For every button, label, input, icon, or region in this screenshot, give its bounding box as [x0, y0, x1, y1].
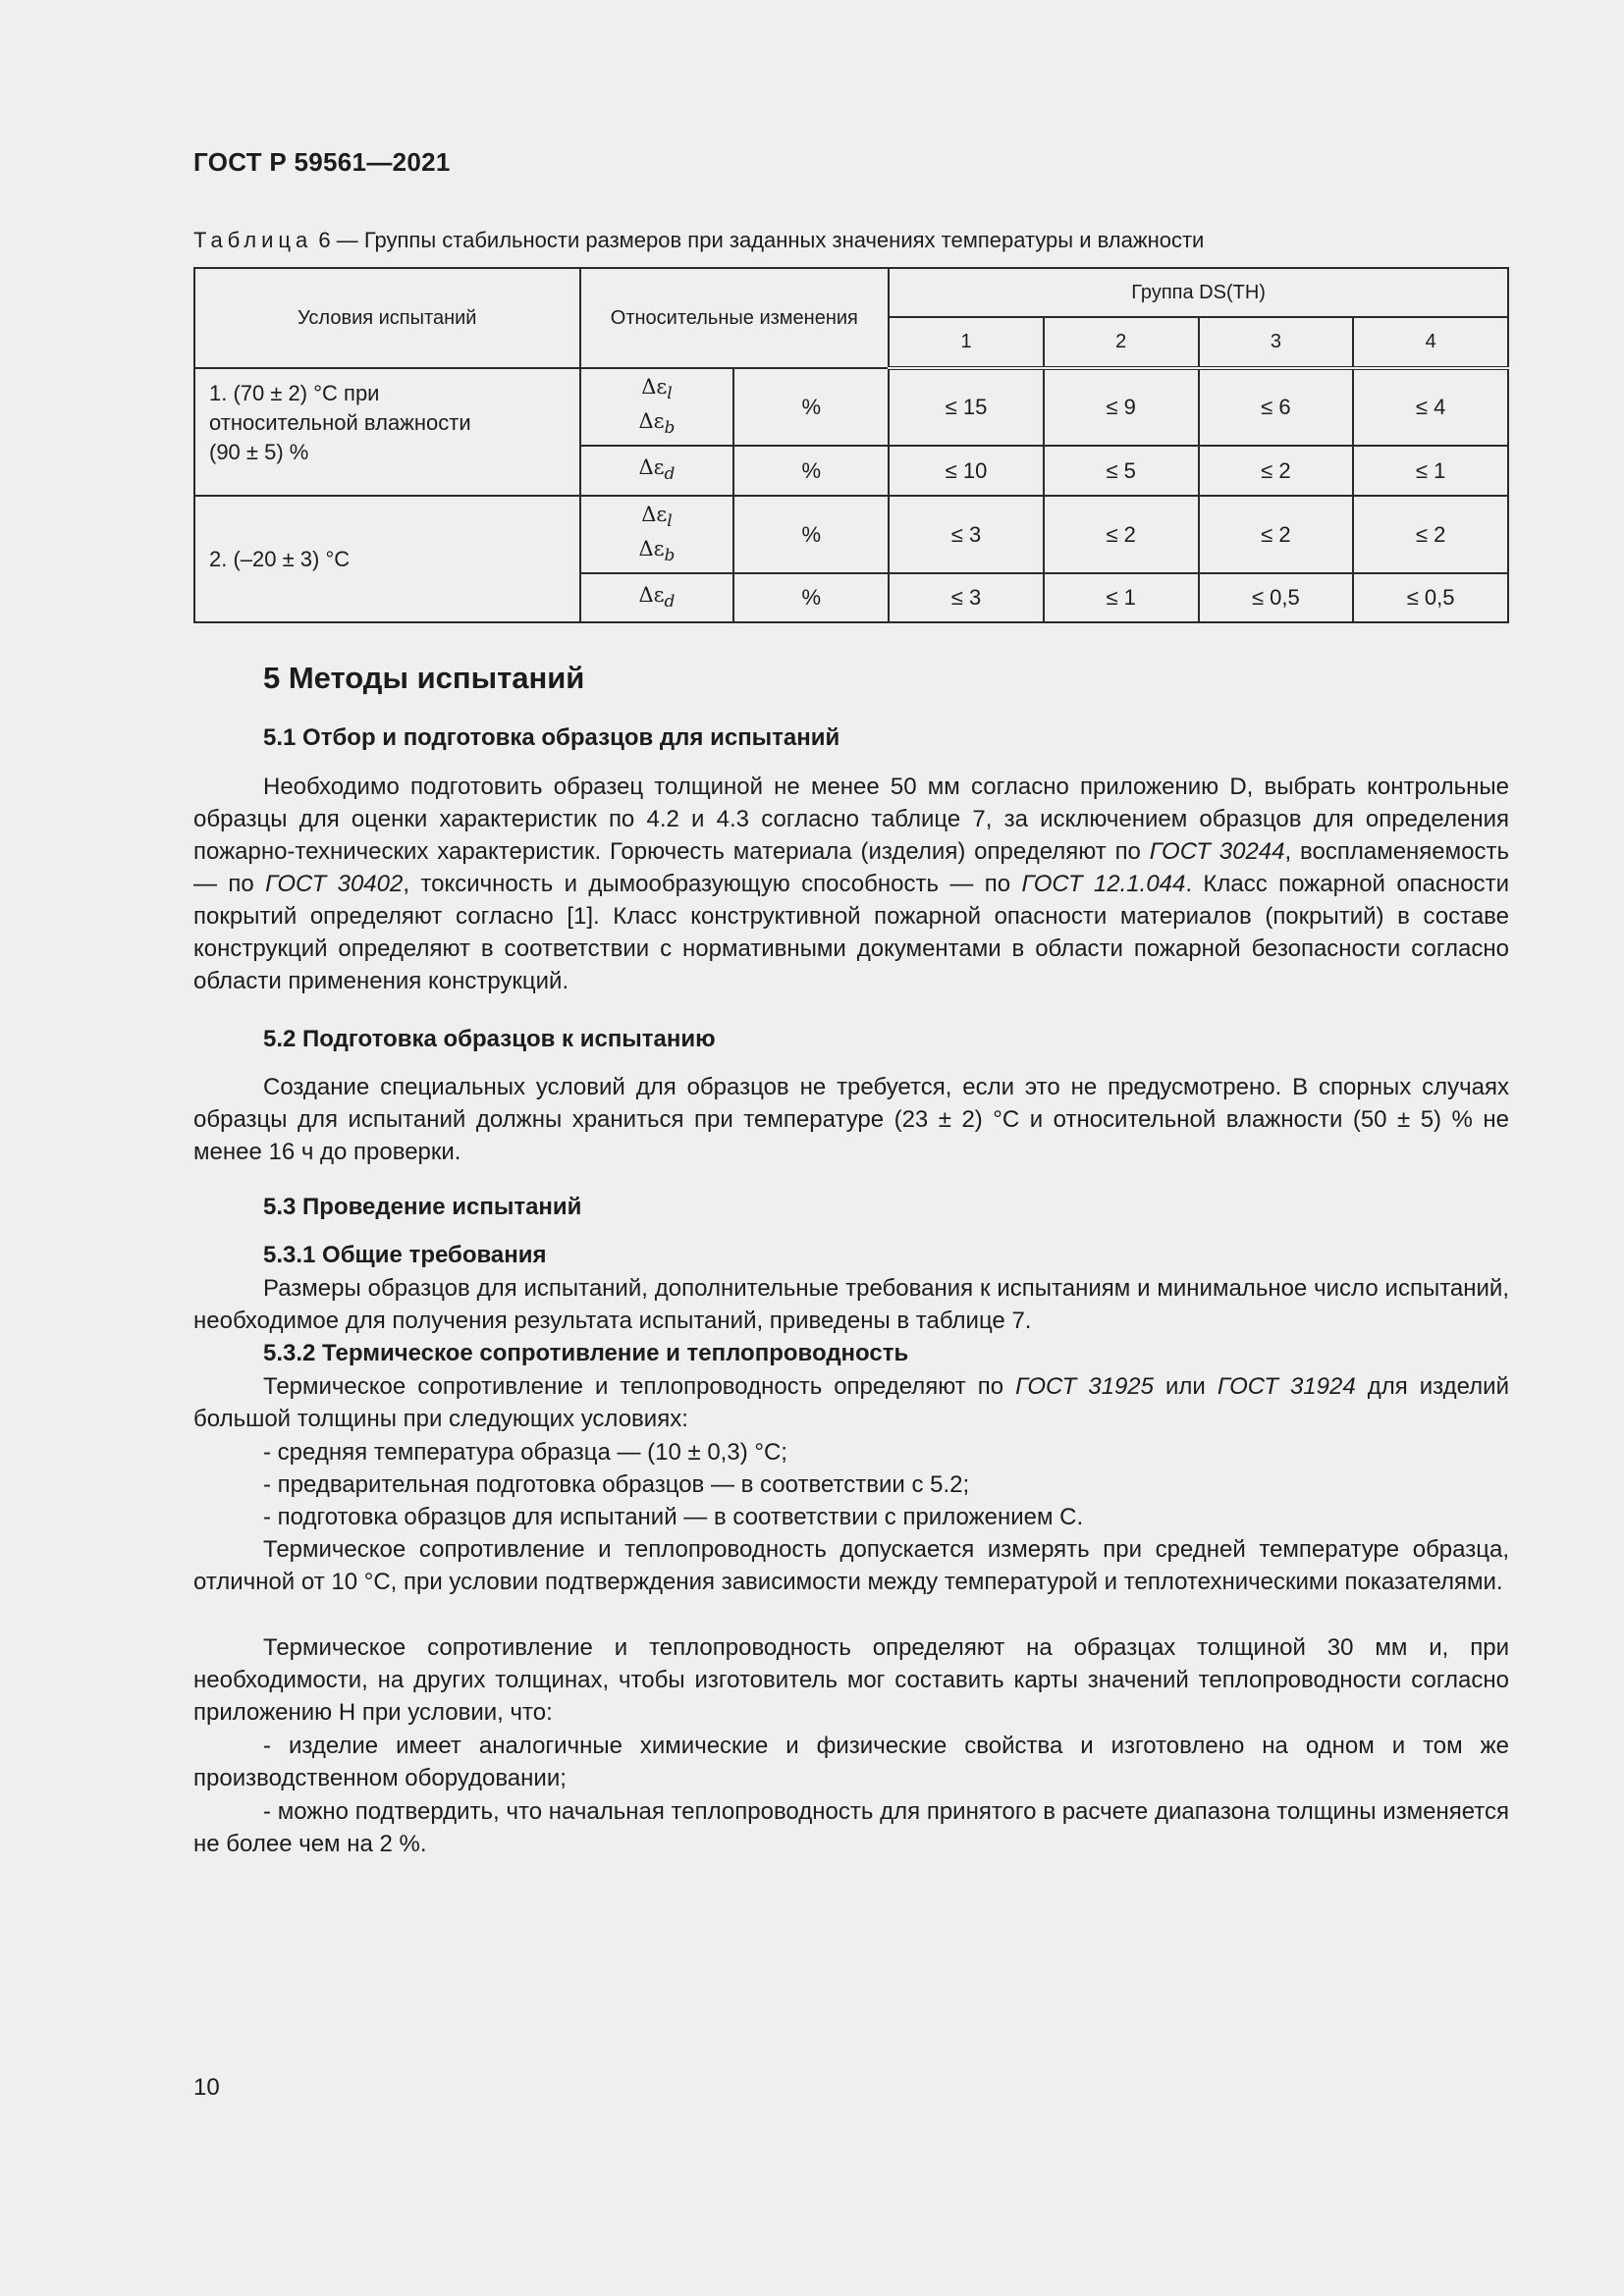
header-group-1: 1	[889, 317, 1044, 368]
condition-line: 2. (–20 ± 3) °С	[209, 546, 351, 571]
symbol-cell: $\Delta\varepsilon_d$	[580, 446, 734, 496]
reference-link: ГОСТ 30244	[1149, 838, 1285, 865]
table-caption-text: 6 — Группы стабильности размеров при заданных значениях температуры и влажности	[312, 228, 1205, 252]
value-cell: ≤ 3	[889, 496, 1044, 573]
header-group-3: 3	[1199, 317, 1354, 368]
symbol-cell: $\Delta\varepsilon_l$ $\Delta\varepsilon_b$	[580, 496, 734, 573]
paragraph-5-3-1: Размеры образцов для испытаний, дополнительные требования к испытаниям и минимальное число испытаний, необходимое для получения результата испытаний, приведены в таблице 7.	[193, 1275, 1509, 1334]
value-cell: ≤ 15	[889, 368, 1044, 446]
reference-link: ГОСТ 12.1.044	[1021, 871, 1186, 897]
list-item: - изделие имеет аналогичные химические и физические свойства и изготовлено на одном и том же производственном оборудовании;	[193, 1733, 1509, 1791]
value-cell: ≤ 3	[889, 573, 1044, 622]
dimension-stability-table	[193, 267, 1509, 623]
value-cell: ≤ 2	[1199, 446, 1354, 496]
condition-line: относительной влажности	[209, 410, 471, 435]
paragraph-5-1: Необходимо подготовить образец толщиной не менее 50 мм согласно приложению D, выбрать контрольные образцы для оценки характеристик по 4.2 и 4.3 согласно таблице 7, за исключением образцов для определения пожарно-технических характеристик. Горючесть материала (изделия) определяют по ГОСТ 30244, воспламеняемость — по ГОСТ 30402, токсичность и дымообразующую способность — по ГОСТ 12.1.044. Класс пожарной опасности покрытий определяют согласно [1]. Класс конструктивной пожарной опасности материалов (покрытий) в составе конструкций определяют в соответствии с нормативными документами в области пожарной безопасности согласно области применения конструкций.	[193, 774, 1510, 994]
value-cell: ≤ 6	[1199, 368, 1354, 446]
condition-line: 1. (70 ± 2) °С при	[209, 381, 380, 405]
value-cell: ≤ 4	[1353, 368, 1508, 446]
subsection-title-5-3-2: 5.3.2 Термическое сопротивление и теплопроводность	[263, 1340, 909, 1366]
unit-cell: %	[733, 573, 889, 622]
list-item: - можно подтвердить, что начальная теплопроводность для принятого в расчете диапазона толщины изменяется не более чем на 2 %.	[193, 1798, 1509, 1857]
header-conditions: Условия испытаний	[194, 268, 580, 368]
condition-line: (90 ± 5) %	[209, 440, 309, 464]
value-cell: ≤ 2	[1353, 496, 1508, 573]
paragraph-5-3-2-intro: Термическое сопротивление и теплопроводность определяют по ГОСТ 31925 или ГОСТ 31924 для изделий большой толщины при следующих условиях:	[193, 1373, 1509, 1432]
value-cell: ≤ 0,5	[1199, 573, 1354, 622]
subsection-title-5-2: 5.2 Подготовка образцов к испытанию	[263, 1026, 716, 1052]
value-cell: ≤ 1	[1044, 573, 1199, 622]
subsection-title-5-3-1: 5.3.1 Общие требования	[263, 1242, 547, 1268]
header-relative-changes: Относительные изменения	[580, 268, 890, 368]
header-group-ds-th: Группа DS(TH)	[889, 268, 1508, 317]
subsection-title-5-3: 5.3 Проведение испытаний	[263, 1194, 582, 1220]
subsection-title-5-1: 5.1 Отбор и подготовка образцов для испытаний	[263, 724, 840, 751]
document-header: ГОСТ Р 59561—2021	[193, 147, 451, 177]
value-cell: ≤ 10	[889, 446, 1044, 496]
table-row	[194, 368, 1508, 446]
value-cell: ≤ 2	[1199, 496, 1354, 573]
symbol-cell: $\Delta\varepsilon_l$ $\Delta\varepsilon_b$	[580, 368, 734, 446]
list-item: - средняя температура образца — (10 ± 0,3) °С;	[263, 1439, 787, 1466]
unit-cell: %	[733, 496, 889, 573]
unit-cell: %	[733, 368, 889, 446]
table-row	[194, 496, 1508, 573]
symbol-cell: $\Delta\varepsilon_d$	[580, 573, 734, 622]
list-item: - подготовка образцов для испытаний — в соответствии с приложением С.	[263, 1504, 1084, 1530]
table-caption	[193, 228, 1204, 253]
value-cell: ≤ 9	[1044, 368, 1199, 446]
section-title: 5 Методы испытаний	[263, 661, 585, 695]
value-cell: ≤ 2	[1044, 496, 1199, 573]
value-cell: ≤ 5	[1044, 446, 1199, 496]
condition-cell	[194, 368, 580, 496]
header-group-4: 4	[1353, 317, 1508, 368]
header-group-2: 2	[1044, 317, 1199, 368]
reference-link: ГОСТ 31925	[1015, 1373, 1154, 1400]
value-cell: ≤ 1	[1353, 446, 1508, 496]
list-item: - предварительная подготовка образцов — в соответствии с 5.2;	[263, 1471, 970, 1498]
condition-cell	[194, 496, 580, 622]
reference-link: ГОСТ 31924	[1217, 1373, 1356, 1400]
paragraph-5-3-2-thickness: Термическое сопротивление и теплопроводность определяют на образцах толщиной 30 мм и, при необходимости, на других толщинах, чтобы изготовитель мог составить карты значений теплопроводности согласно приложению Н при условии, что:	[193, 1634, 1509, 1726]
unit-cell: %	[733, 446, 889, 496]
table-caption-prefix: Таблица	[193, 228, 313, 252]
reference-link: ГОСТ 30402	[265, 871, 404, 897]
paragraph-5-3-2-measure: Термическое сопротивление и теплопроводность допускается измерять при средней температуре образца, отличной от 10 °С, при условии подтверждения зависимости между температурой и теплотехническими показателями.	[193, 1536, 1509, 1595]
value-cell: ≤ 0,5	[1353, 573, 1508, 622]
paragraph-5-2: Создание специальных условий для образцов не требуется, если это не предусмотрено. В спорных случаях образцы для испытаний должны храниться при температуре (23 ± 2) °С и относительной влажности (50 ± 5) % не менее 16 ч до проверки.	[193, 1074, 1509, 1165]
page-number: 10	[193, 2074, 220, 2101]
